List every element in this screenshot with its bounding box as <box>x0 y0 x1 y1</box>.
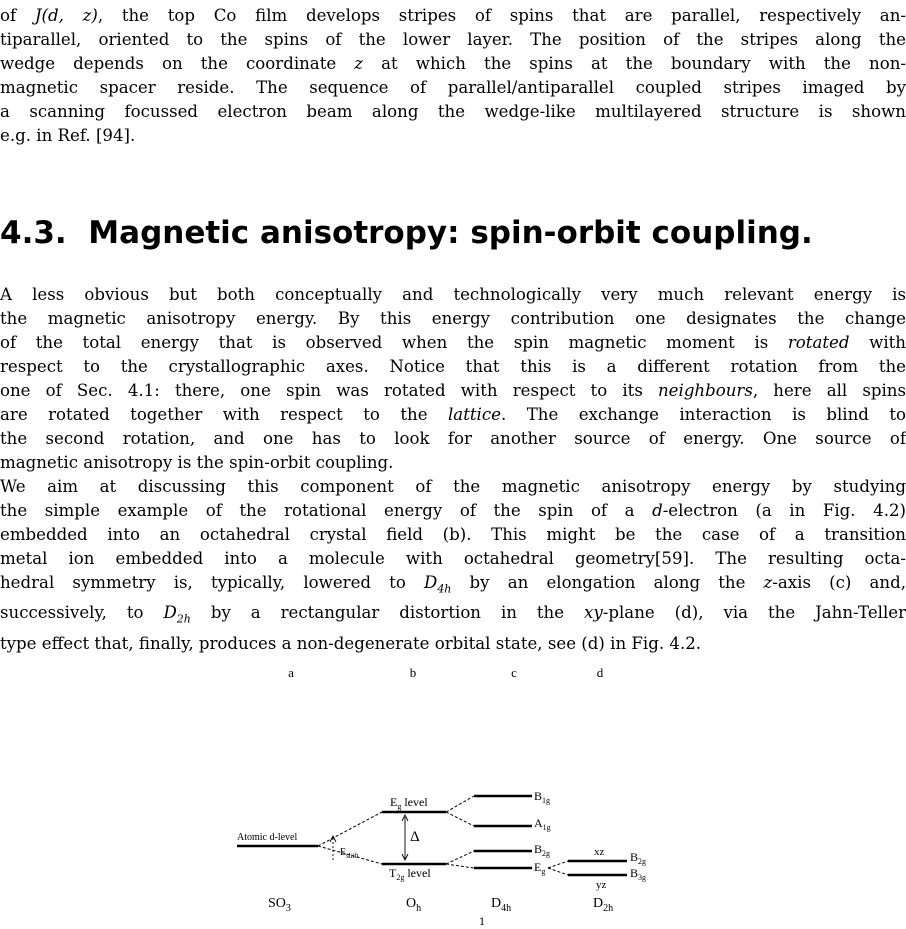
math-symbol: $D_{2h}$ <box>163 603 191 626</box>
text-line: tiparallel, oriented to the spins of the lower layer. The position of the stripes along the <box>0 30 906 49</box>
text-line: A less obvious but both conceptually and technologically very much relevant energy is <box>0 285 906 304</box>
text-line: of the total energy that is observed when the spin magnetic moment is rotated with <box>0 333 906 352</box>
text-line: a scanning focussed electron beam along the wedge-like multilayered structure is shown <box>0 102 906 121</box>
atomic-level-label: Atomic d-level <box>237 832 298 843</box>
text-line: type effect that, finally, produces a non-degenerate orbital state, see (d) in Fig. 4.2. <box>0 633 702 653</box>
paragraph-anisotropy <box>0 283 906 475</box>
text-line: wedge depends on the coordinate z at which the spins at the boundary with the non- <box>0 54 906 73</box>
connector-dashed <box>446 864 474 868</box>
text-line: one of Sec. 4.1: there, one spin was rotated with respect to its neighbours, here all spins <box>0 381 906 400</box>
text-line: metal ion embedded into a molecule with octahedral geometry[59]. The resulting octa- <box>0 549 906 568</box>
eg-level-label: $E_g$ level <box>390 795 428 811</box>
eshift-label: $E_{shift}$ <box>340 847 359 860</box>
text-line: the simple example of the rotational energy of the spin of a d-electron (a in Fig. 4.2) <box>0 501 906 520</box>
yz-orbital-label: yz <box>596 879 607 891</box>
group-label-oh: $O_h$ <box>406 896 422 914</box>
connector-dashed <box>548 861 568 868</box>
group-label-so3: $SO_3$ <box>268 896 291 914</box>
text-line: successively, to $D_{2h}$ by a rectangular distortion in the xy-plane (d), via the Jahn-Teller <box>0 603 906 626</box>
text-line: the magnetic anisotropy energy. By this energy contribution one designates the change <box>0 309 906 328</box>
column-label-b: b <box>409 665 417 680</box>
column-label-d: d <box>596 665 604 680</box>
xz-orbital-label: xz <box>594 846 605 858</box>
b3g-level-label: $B_{3g}$ <box>630 866 647 882</box>
text-line: embedded into an octahedral crystal field (b). This might be the case of a transition <box>0 525 906 544</box>
text-line: We aim at discussing this component of the magnetic anisotropy energy by studying <box>0 477 906 496</box>
column-label-a: a <box>288 665 294 680</box>
energy-level-diagram <box>0 655 906 929</box>
connector-dashed <box>446 796 474 812</box>
group-label-d2h: $D_{2h}$ <box>593 896 614 914</box>
text-line: the second rotation, and one has to look for another source of energy. One source of <box>0 429 906 448</box>
connector-dashed <box>446 851 474 864</box>
b2g-level-label: $B_{2g}$ <box>534 842 551 858</box>
text-line: hedral symmetry is, typically, lowered to $D_{4h}$ by an elongation along the z-axis (c) and, <box>0 573 906 596</box>
text-line: magnetic spacer reside. The sequence of parallel/antiparallel coupled stripes imaged by <box>0 78 906 97</box>
t2g-level-label: $T_{2g}$ level <box>389 866 431 882</box>
text-line: are rotated together with respect to the lattice. The exchange interaction is blind to <box>0 405 906 424</box>
connector-dashed <box>318 812 382 846</box>
b2g-d2h-level-label: $B_{2g}$ <box>630 850 647 866</box>
a1g-level-label: $A_{1g}$ <box>534 816 551 832</box>
caption-fragment: 1 <box>479 917 486 928</box>
delta-label: Δ <box>410 829 420 845</box>
section-heading: 4.3. Magnetic anisotropy: spin-orbit coupling. <box>0 215 813 251</box>
column-label-c: c <box>511 665 517 680</box>
group-label-d4h: $D_{4h}$ <box>491 896 512 914</box>
math-symbol: $D_{4h}$ <box>424 573 452 596</box>
intro-paragraph <box>0 4 906 148</box>
text-line: e.g. in Ref. [94]. <box>0 126 136 145</box>
connector-dashed <box>446 812 474 826</box>
paragraph-example <box>0 475 906 656</box>
connector-dashed <box>548 868 568 875</box>
text-line: magnetic anisotropy is the spin-orbit coupling. <box>0 453 394 472</box>
b1g-level-label: $B_{1g}$ <box>534 789 551 805</box>
text-line: respect to the crystallographic axes. Notice that this is a different rotation from the <box>0 357 906 376</box>
eg-d4h-level-label: $E_g$ <box>534 860 546 876</box>
text-line: of J(d, z), the top Co film develops stripes of spins that are parallel, respectively an- <box>0 6 906 25</box>
